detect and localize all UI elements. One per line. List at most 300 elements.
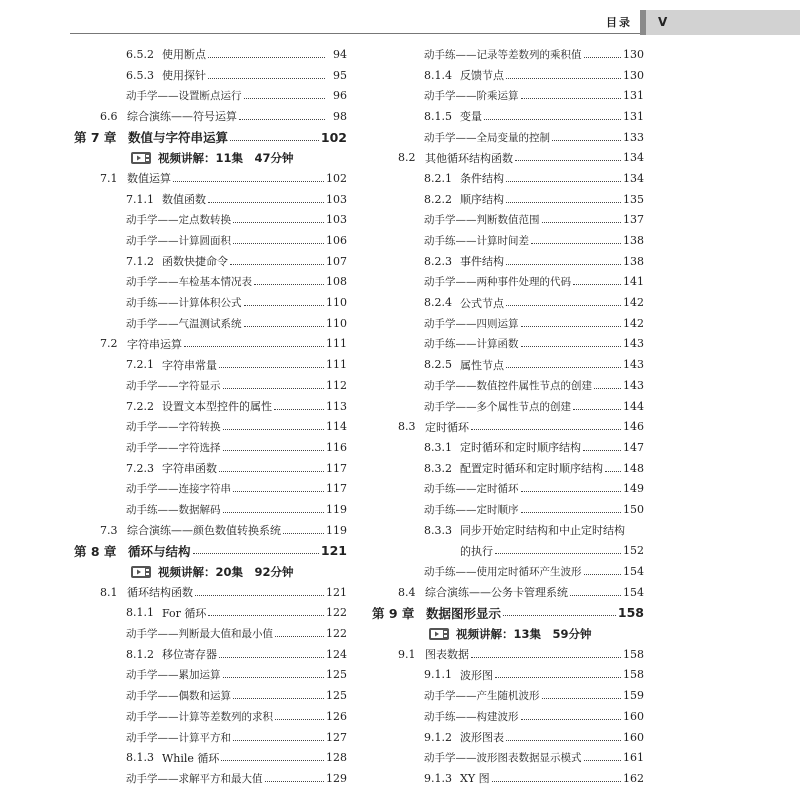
entry-number: 7.1 [100, 171, 118, 185]
toc-entry[interactable] [74, 230, 347, 251]
entry-title: 使用探针 [162, 69, 206, 83]
entry-page-number: 119 [326, 502, 347, 516]
dot-leader [573, 284, 621, 285]
dot-leader [208, 78, 325, 79]
entry-page-number: 142 [623, 296, 644, 310]
entry-page-number: 160 [623, 709, 644, 723]
dot-leader [223, 512, 325, 513]
toc-entry[interactable] [372, 168, 644, 189]
chapter-entry[interactable] [372, 603, 644, 624]
dot-leader [230, 264, 324, 265]
entry-title: 动手学——判断最大值和最小值 [126, 628, 273, 641]
entry-page-number: 117 [326, 461, 347, 475]
entry-title: 动手学——偶数和运算 [126, 690, 231, 703]
dot-leader [506, 305, 621, 306]
video-icon [130, 565, 152, 579]
entry-number: 8.1.5 [424, 109, 452, 123]
entry-title: 设置文本型控件的属性 [162, 400, 272, 414]
toc-entry[interactable] [74, 665, 347, 686]
entry-number: 8.2.3 [424, 254, 452, 268]
dot-leader [471, 429, 621, 430]
dot-leader [584, 574, 622, 575]
entry-page-number: 103 [326, 192, 347, 206]
entry-title: 动手练——计算函数 [424, 338, 519, 351]
dot-leader [254, 284, 324, 285]
entry-page-number: 158 [623, 647, 644, 661]
dot-leader [275, 719, 324, 720]
entry-number: 8.3 [398, 420, 416, 434]
entry-page-number: 154 [623, 565, 644, 579]
entry-title: 动手练——数据解码 [126, 503, 221, 516]
entry-page-number: 150 [623, 502, 644, 516]
toc-entry[interactable] [74, 706, 347, 727]
dot-leader [570, 595, 621, 596]
dot-leader [219, 471, 324, 472]
entry-title: While 循环 [162, 751, 220, 765]
entry-title: 动手学——阶乘运算 [424, 90, 519, 103]
dot-leader [521, 512, 622, 513]
entry-title: 动手学——求解平方和最大值 [126, 772, 263, 785]
dot-leader [573, 409, 621, 410]
dot-leader [233, 491, 324, 492]
video-lecture-label: 视频讲解：11集 47分钟 [158, 150, 294, 165]
dot-leader [223, 388, 325, 389]
toc-entry[interactable] [372, 541, 644, 562]
entry-page-number: 128 [326, 751, 347, 765]
entry-number: 8.2 [398, 151, 416, 165]
toc-entry[interactable] [372, 375, 644, 396]
entry-page-number: 141 [623, 275, 644, 289]
entry-number: 7.2 [100, 337, 118, 351]
toc-entry[interactable] [372, 478, 644, 499]
entry-page-number: 125 [326, 668, 347, 682]
entry-page-number: 135 [623, 192, 644, 206]
entry-title: 波形图表 [460, 731, 504, 745]
dot-leader [219, 657, 324, 658]
toc-entry[interactable] [74, 313, 347, 334]
entry-title: 动手学——四则运算 [424, 317, 519, 330]
entry-title: 动手学——产生随机波形 [424, 690, 540, 703]
dot-leader [208, 615, 324, 616]
dot-leader [583, 450, 621, 451]
entry-number: 6.5.2 [126, 47, 154, 61]
entry-number: 7.2.2 [126, 399, 154, 413]
toc-entry[interactable] [74, 44, 347, 65]
entry-title: 数值与字符串运算 [128, 130, 229, 146]
entry-page-number: 110 [326, 296, 347, 310]
dot-leader [506, 264, 621, 265]
entry-title: 字符串运算 [127, 337, 182, 351]
entry-title: 综合演练——公务卡管理系统 [425, 586, 568, 600]
toc-entry[interactable] [74, 520, 347, 541]
dot-leader [193, 553, 319, 554]
toc-entry[interactable] [74, 582, 347, 603]
entry-page-number: 160 [623, 730, 644, 744]
entry-title: 动手学——计算圆面积 [126, 235, 231, 248]
entry-title: 使用断点 [162, 48, 206, 62]
entry-title: 动手学——字符选择 [126, 441, 221, 454]
dot-leader [521, 719, 622, 720]
entry-page-number: 162 [623, 771, 644, 785]
dot-leader [230, 140, 319, 141]
toc-entry[interactable] [74, 603, 347, 624]
entry-title: 动手练——计算时间差 [424, 235, 529, 248]
toc-entry[interactable] [372, 106, 644, 127]
entry-title: 动手练——使用定时循环产生波形 [424, 566, 582, 579]
toc-entry[interactable] [372, 354, 644, 375]
entry-title: 波形图 [460, 668, 493, 682]
entry-number: 7.2.1 [126, 358, 154, 372]
entry-title: 动手学——定点数转换 [126, 214, 231, 227]
entry-title: 动手学——计算等差数列的求积 [126, 710, 273, 723]
dot-leader [283, 533, 324, 534]
dot-leader [233, 243, 324, 244]
entry-page-number: 134 [623, 171, 644, 185]
entry-title: 条件结构 [460, 172, 504, 186]
dot-leader [244, 305, 325, 306]
dot-leader [274, 409, 324, 410]
toc-entry[interactable] [74, 499, 347, 520]
toc-entry[interactable] [372, 499, 644, 520]
entry-number: 7.3 [100, 523, 118, 537]
entry-page-number: 95 [333, 68, 347, 82]
toc-entry[interactable] [74, 458, 347, 479]
entry-title: For 循环 [162, 606, 207, 620]
dot-leader [223, 429, 325, 430]
entry-title: 属性节点 [460, 358, 504, 372]
toc-entry[interactable] [372, 251, 644, 272]
entry-page-number: 114 [326, 420, 347, 434]
dot-leader [484, 119, 621, 120]
entry-page-number: 126 [326, 709, 347, 723]
entry-page-number: 119 [326, 523, 347, 537]
entry-page-number: 112 [326, 378, 347, 392]
entry-page-number: 116 [326, 440, 347, 454]
entry-number: 第 8 章 [74, 543, 117, 559]
dot-leader [173, 181, 324, 182]
entry-title: 动手学——字符转换 [126, 421, 221, 434]
toc-entry[interactable] [372, 147, 644, 168]
toc-entry[interactable] [372, 85, 644, 106]
entry-title: XY 图 [460, 772, 490, 786]
entry-page-number: 149 [623, 482, 644, 496]
entry-title: 动手练——构建波形 [424, 710, 519, 723]
toc-entry[interactable] [372, 727, 644, 748]
toc-entry[interactable] [74, 623, 347, 644]
entry-page-number: 130 [623, 47, 644, 61]
entry-number: 第 7 章 [74, 130, 117, 146]
toc-entry[interactable] [74, 644, 347, 665]
header-rule [70, 33, 718, 34]
entry-page-number: 134 [623, 151, 644, 165]
entry-number: 9.1 [398, 647, 416, 661]
entry-title: 同步开始定时结构和中止定时结构 [460, 524, 625, 538]
entry-title: 定时循环和定时顺序结构 [460, 441, 581, 455]
dot-leader [506, 181, 621, 182]
entry-page-number: 133 [623, 130, 644, 144]
toc-entry[interactable] [74, 727, 347, 748]
entry-number: 9.1.3 [424, 771, 452, 785]
toc-entry[interactable] [74, 85, 347, 106]
entry-page-number: 125 [326, 689, 347, 703]
entry-page-number: 96 [333, 89, 347, 103]
entry-number: 9.1.1 [424, 668, 452, 682]
entry-page-number: 138 [623, 234, 644, 248]
entry-title: 动手学——全局变量的控制 [424, 131, 550, 144]
entry-title: 综合演练——颜色数值转换系统 [127, 524, 281, 538]
dot-leader [233, 222, 324, 223]
dot-leader [506, 367, 621, 368]
toc-entry[interactable] [74, 375, 347, 396]
toc-entry[interactable] [372, 665, 644, 686]
dot-leader [244, 98, 326, 99]
entry-page-number: 130 [623, 68, 644, 82]
dot-leader [531, 243, 621, 244]
chapter-entry[interactable] [74, 127, 347, 148]
dot-leader [221, 760, 324, 761]
entry-title: 动手学——设置断点运行 [126, 90, 242, 103]
entry-page-number: 143 [623, 378, 644, 392]
entry-title: 字符串函数 [162, 462, 217, 476]
toc-entry[interactable] [74, 189, 347, 210]
entry-page-number: 103 [326, 213, 347, 227]
toc-entry[interactable] [372, 189, 644, 210]
entry-number: 第 9 章 [372, 605, 415, 621]
entry-page-number: 111 [326, 358, 347, 372]
entry-title: 的执行 [460, 544, 493, 558]
entry-page-number: 146 [623, 420, 644, 434]
entry-title: 动手学——波形图表数据显示模式 [424, 752, 582, 765]
entry-page-number: 142 [623, 316, 644, 330]
toc-entry[interactable] [74, 65, 347, 86]
entry-title: 动手学——气温测试系统 [126, 317, 242, 330]
entry-page-number: 143 [623, 337, 644, 351]
entry-title: 事件结构 [460, 255, 504, 269]
entry-number: 7.1.2 [126, 254, 154, 268]
entry-title: 字符串常量 [162, 358, 217, 372]
entry-number: 8.1.4 [424, 68, 452, 82]
dot-leader [223, 450, 325, 451]
toc-entry[interactable] [74, 292, 347, 313]
dot-leader [515, 160, 621, 161]
toc-entry[interactable] [74, 334, 347, 355]
dot-leader [584, 760, 622, 761]
chapter-entry[interactable] [74, 541, 347, 562]
entry-title: 配置定时循环和定时顺序结构 [460, 462, 603, 476]
dot-leader [233, 740, 324, 741]
dot-leader [503, 615, 616, 616]
dot-leader [184, 346, 324, 347]
header-page-number: V [658, 15, 668, 29]
toc-entry[interactable] [74, 168, 347, 189]
entry-number: 7.2.3 [126, 461, 154, 475]
entry-page-number: 110 [326, 316, 347, 330]
toc-entry[interactable] [372, 65, 644, 86]
toc-entry[interactable] [372, 272, 644, 293]
entry-number: 8.4 [398, 585, 416, 599]
toc-entry[interactable] [74, 272, 347, 293]
dot-leader [492, 781, 621, 782]
entry-title: 图表数据 [425, 648, 469, 662]
dot-leader [265, 781, 325, 782]
entry-page-number: 122 [326, 606, 347, 620]
entry-number: 8.2.2 [424, 192, 452, 206]
entry-page-number: 147 [623, 440, 644, 454]
entry-page-number: 138 [623, 254, 644, 268]
header-page-box [646, 10, 800, 35]
entry-number: 8.1.2 [126, 647, 154, 661]
entry-title: 动手学——字符显示 [126, 379, 221, 392]
entry-page-number: 159 [623, 689, 644, 703]
dot-leader [552, 140, 621, 141]
dot-leader [584, 57, 622, 58]
entry-page-number: 131 [623, 109, 644, 123]
dot-leader [506, 740, 621, 741]
toc-entry[interactable] [74, 478, 347, 499]
page-header [0, 0, 800, 36]
toc-entry[interactable] [372, 747, 644, 768]
entry-number: 8.2.4 [424, 296, 452, 310]
entry-title: 动手学——数值控件属性节点的创建 [424, 379, 592, 392]
entry-title: 动手学——累加运算 [126, 669, 221, 682]
toc-entry[interactable] [74, 354, 347, 375]
entry-title: 动手练——定时循环 [424, 483, 519, 496]
toc-entry[interactable] [372, 458, 644, 479]
dot-leader [239, 119, 325, 120]
entry-page-number: 122 [326, 627, 347, 641]
video-icon [130, 151, 152, 165]
entry-page-number: 107 [326, 254, 347, 268]
toc-entry[interactable] [372, 685, 644, 706]
entry-title: 动手学——连接字符串 [126, 483, 231, 496]
toc-entry[interactable] [74, 251, 347, 272]
dot-leader [495, 553, 621, 554]
dot-leader [208, 57, 325, 58]
entry-page-number: 111 [326, 337, 347, 351]
entry-number: 9.1.2 [424, 730, 452, 744]
video-icon [428, 627, 450, 641]
toc-entry[interactable] [74, 437, 347, 458]
toc-entry[interactable] [372, 644, 644, 665]
entry-page-number: 102 [320, 129, 347, 145]
entry-page-number: 158 [617, 605, 644, 621]
dot-leader [275, 636, 324, 637]
toc-entry[interactable] [74, 396, 347, 417]
entry-title: 动手学——车检基本情况表 [126, 276, 252, 289]
toc-entry[interactable] [372, 706, 644, 727]
dot-leader [219, 367, 324, 368]
entry-title: 公式节点 [460, 296, 504, 310]
toc-entry[interactable] [372, 561, 644, 582]
dot-leader [542, 698, 622, 699]
entry-title: 动手练——记录等差数列的乘积值 [424, 48, 582, 61]
toc-entry[interactable] [372, 334, 644, 355]
dot-leader [506, 78, 621, 79]
entry-page-number: 127 [326, 730, 347, 744]
toc-entry[interactable] [372, 230, 644, 251]
entry-page-number: 121 [326, 585, 347, 599]
entry-title: 反馈节点 [460, 69, 504, 83]
dot-leader [233, 698, 324, 699]
toc-entry[interactable] [372, 520, 644, 541]
toc-entry[interactable] [74, 747, 347, 768]
entry-page-number: 108 [326, 275, 347, 289]
entry-page-number: 102 [326, 171, 347, 185]
entry-title: 数值运算 [127, 172, 171, 186]
entry-page-number: 106 [326, 234, 347, 248]
entry-title: 定时循环 [425, 420, 469, 434]
toc-entry[interactable] [372, 437, 644, 458]
entry-title: 动手学——多个属性节点的创建 [424, 400, 571, 413]
entry-title: 动手学——计算平方和 [126, 731, 231, 744]
toc-entry[interactable] [372, 127, 644, 148]
dot-leader [521, 346, 622, 347]
entry-page-number: 98 [333, 109, 347, 123]
toc-entry[interactable] [372, 768, 644, 789]
video-lecture-entry [74, 561, 347, 582]
toc-entry[interactable] [372, 44, 644, 65]
toc-entry[interactable] [74, 685, 347, 706]
entry-title: 动手学——判断数值范围 [424, 214, 540, 227]
toc-right-column [372, 44, 644, 789]
dot-leader [521, 326, 622, 327]
toc-entry[interactable] [74, 106, 347, 127]
entry-page-number: 154 [623, 585, 644, 599]
entry-number: 8.2.5 [424, 358, 452, 372]
toc-entry[interactable] [74, 416, 347, 437]
toc-entry[interactable] [74, 210, 347, 231]
entry-page-number: 161 [623, 751, 644, 765]
entry-page-number: 94 [333, 47, 347, 61]
toc-entry[interactable] [372, 313, 644, 334]
entry-title: 变量 [460, 110, 482, 124]
video-lecture-label: 视频讲解：13集 59分钟 [456, 626, 592, 641]
dot-leader [223, 677, 325, 678]
dot-leader [495, 677, 621, 678]
entry-page-number: 124 [326, 647, 347, 661]
entry-title: 循环与结构 [128, 543, 191, 559]
dot-leader [594, 388, 621, 389]
header-section-title: 目录 [606, 16, 632, 29]
entry-page-number: 137 [623, 213, 644, 227]
toc-entry[interactable] [372, 396, 644, 417]
entry-page-number: 158 [623, 668, 644, 682]
entry-title: 动手练——定时顺序 [424, 503, 519, 516]
video-lecture-label: 视频讲解：20集 92分钟 [158, 564, 294, 579]
entry-title: 函数快捷命令 [162, 255, 228, 269]
entry-page-number: 152 [623, 544, 644, 558]
entry-number: 6.5.3 [126, 68, 154, 82]
toc-entry[interactable] [372, 292, 644, 313]
entry-number: 8.1.1 [126, 606, 154, 620]
entry-page-number: 131 [623, 89, 644, 103]
entry-number: 8.1 [100, 585, 118, 599]
entry-title: 顺序结构 [460, 193, 504, 207]
toc-entry[interactable] [372, 582, 644, 603]
toc-entry[interactable] [74, 768, 347, 789]
entry-title: 数值函数 [162, 193, 206, 207]
dot-leader [195, 595, 324, 596]
entry-title: 动手学——两种事件处理的代码 [424, 276, 571, 289]
entry-title: 其他循环结构函数 [425, 151, 513, 165]
toc-entry[interactable] [372, 416, 644, 437]
toc-entry[interactable] [372, 210, 644, 231]
dot-leader [471, 657, 621, 658]
entry-number: 7.1.1 [126, 192, 154, 206]
entry-page-number: 117 [326, 482, 347, 496]
entry-page-number: 148 [623, 461, 644, 475]
entry-title: 移位寄存器 [162, 648, 217, 662]
